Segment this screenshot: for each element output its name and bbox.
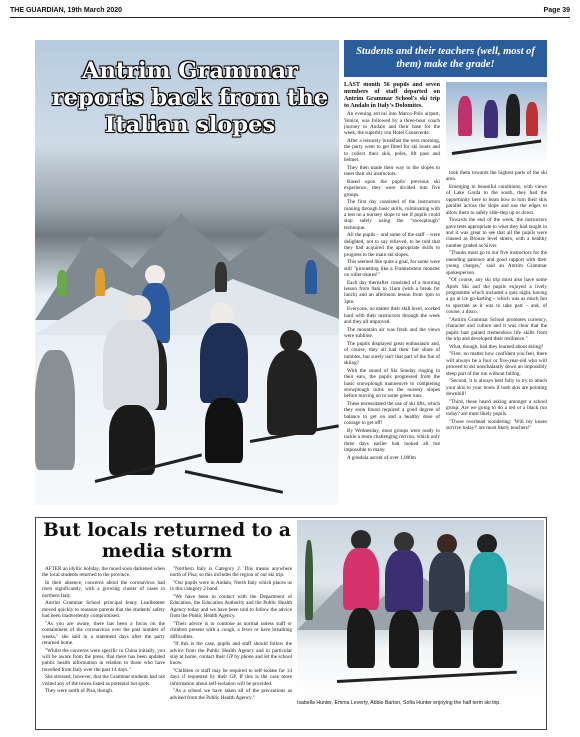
helmet xyxy=(394,532,414,552)
skier-figure xyxy=(458,96,472,136)
body-paragraph: "Children or staff may be required to self-isolate for 14 days if requested by their GP. If this is the case more information about self-isolation will be provided. xyxy=(170,668,292,687)
page-number: Page 39 xyxy=(543,7,570,14)
ski-trousers xyxy=(347,608,375,668)
body-paragraph: These necessitated the use of ski lifts, which they soon found required a good degree of balance to get on and a healthy dose of courage to get off! xyxy=(344,400,440,427)
body-paragraph: Based upon the pupils' previous ski experience, they were divided into five groups. xyxy=(344,178,440,198)
ski-trousers xyxy=(389,610,419,668)
bottom-story-column-2 xyxy=(170,566,292,726)
skier-trousers xyxy=(205,398,243,463)
ski xyxy=(337,671,517,683)
four-girls-ski-photo xyxy=(297,520,544,698)
column-4-body xyxy=(170,566,292,701)
ski-trousers xyxy=(433,610,461,668)
body-paragraph: "As you are aware, there has been a focus on the containment of the coronavirus over the past number of weeks," she said in a statement days after the party returned home. xyxy=(42,620,165,647)
skier-trousers xyxy=(109,405,155,475)
helmet xyxy=(125,295,151,321)
skier-white-jacket xyxy=(103,320,159,410)
body-paragraph: "Those overhead wondering: 'Will my knees survive today?' are most likely teachers!" xyxy=(446,418,547,432)
top-headline: Antrim Grammar reports back from the Italian slopes xyxy=(51,58,329,138)
body-paragraph: "Third, these heard asking amongst a school group: Are we going to do a red or a black run today? are most likely pupils. xyxy=(446,398,547,418)
skier-navy-jacket xyxy=(200,323,248,403)
girl-pink-jacket xyxy=(343,548,379,610)
top-story-column-2 xyxy=(446,170,547,500)
column-1-body xyxy=(344,111,440,461)
body-paragraph: The mountain air was fresh and the views were sublime. xyxy=(344,326,440,340)
body-paragraph: An evening arrival into Marco-Polo airport, Venice, was followed by a three-hour coach journey to Andalo and their base for the week, the superbly run Hotel Costaverde. xyxy=(344,111,440,137)
bottom-story-column-1 xyxy=(42,566,165,726)
body-paragraph: They then made their way to the slopes to meet their ski instructors. xyxy=(344,164,440,178)
top-story-column-1 xyxy=(344,82,440,497)
helmet xyxy=(145,265,165,285)
girl-teal-jacket xyxy=(469,552,507,612)
skier-grey-jacket xyxy=(35,350,75,470)
body-paragraph: "Northern Italy is Category 2. This means anywhere north of Pisa, so this includes the region of our ski trip. xyxy=(170,566,292,579)
skier-figure xyxy=(526,102,538,136)
mountain-range xyxy=(35,190,339,320)
paper-date: THE GUARDIAN, 19th March 2020 xyxy=(10,7,123,14)
body-paragraph: They were north of Pisa, though. xyxy=(45,688,114,695)
body-paragraph: In their absence, concerns about the coronavirus had risen significantly, with a growing cluster of cases in northern Italy. xyxy=(42,580,165,599)
inset-ski-photo xyxy=(446,82,547,166)
body-paragraph: Towards the end of the week, the instructors gave tests appropriate to what they had taught in and it was great to see that all the pupils were classed as Bronze level skiers, with a healthy number graded as Silver. xyxy=(446,217,547,249)
body-paragraph: "First, no matter how confident you feel, there will always be a four or five-year-old who will proceed to ski nonchalantly down an impossibly steep part of the run without falling. xyxy=(446,351,547,377)
story-banner: Students and their teachers (well, most of them) make the grade! xyxy=(344,40,547,77)
ski xyxy=(185,470,283,494)
ski-trousers xyxy=(473,610,503,668)
helmet xyxy=(351,530,371,550)
body-paragraph: Antrim Grammar School principal Jenny Leadbeatter moved quickly to reassure parents that the students' safety had been inadvertently compromised. xyxy=(42,600,165,620)
body-paragraph: took them towards the highest parts of the ski area. xyxy=(446,170,547,183)
body-paragraph: By Wednesday, most groups were ready to tackle a more challenging red run, which only three days earlier had looked all but impossible to many. xyxy=(344,427,440,453)
column-3-body xyxy=(42,566,165,695)
body-paragraph: What, though, had they learned about skiing? xyxy=(449,343,544,350)
tree xyxy=(305,540,313,620)
body-paragraph: Everyone, no matter their skill level, worked hard with their instructors through the week and they all improved. xyxy=(344,306,440,326)
masthead-rule xyxy=(10,17,570,18)
skier-black-jacket xyxy=(267,350,317,435)
skier-figure xyxy=(506,94,520,136)
skier-figure xyxy=(57,270,67,296)
body-paragraph: "If this is the case, pupils and staff should follow the advice from the Public Health Agency and in particular stay at home, contact their GP by phone and let the school know. xyxy=(170,641,292,667)
body-paragraph: This seemed like quite a goal, for some were still "pirouetting like a Frankenstein monster on roller-skates!" xyxy=(344,259,440,279)
lead-paragraph: LAST month 56 pupils and seven members of staff departed on Antrim Grammar School's ski trip to Andalo in Italy's Dolomites. xyxy=(344,82,440,109)
body-paragraph: With the sound of Ski Sunday ringing in their ears, the pupils progressed from the basic snowplough manoeuvre to completing snowplough turns on the nursery slopes before moving on to some green runs. xyxy=(344,367,440,400)
girl-purple-jacket xyxy=(385,550,423,612)
body-paragraph: The first day consisted of the instructors running through basic skills, culminating with a test on a nursery slope to see if pupils could stop safely using the "snowplough" technique. xyxy=(344,199,440,231)
body-paragraph: "Whilst the concerns were specific to China initially, you will be aware from the press, that there has been updated public health information in relation to those who have travelled from Italy over the past 14 days." xyxy=(42,647,165,673)
body-paragraph: "We have been in contact with the Department of Education, the Education Authority and the Public Health Agency today and we have been told to follow the advice from the Public Health Agency. xyxy=(170,594,292,620)
body-paragraph: A gondola ascent of over 1,000m xyxy=(347,454,416,461)
girl-dark-jacket xyxy=(429,552,465,612)
body-paragraph: "Our pupils were in Andalo, North Italy which places us in this category 2 band. xyxy=(170,580,292,593)
skier-figure xyxy=(95,268,105,296)
body-paragraph: She stressed, however, that the Grammar students had not visited any of the towns listed as potential hot spots. xyxy=(42,674,165,687)
body-paragraph: Emerging in beautiful conditions, with views of Lake Garda to the south, they had the opportunity here to learn how to turn their skis parallel across the slope and use the edges to allow them to safely side-step up or down. xyxy=(446,184,547,216)
body-paragraph: AFTER an idyllic holiday, the mood soon darkened when the local students returned to the province. xyxy=(42,566,165,579)
skier-figure xyxy=(305,260,317,294)
helmet xyxy=(437,534,457,554)
helmet xyxy=(280,330,302,352)
body-paragraph: "As a school we have taken all of the precautions as advised from the Public Health Agency." xyxy=(170,688,292,701)
body-paragraph: "Their advice is to continue as normal unless staff or children present with a cough, a fever or have breathing difficulties. xyxy=(170,620,292,640)
skier-figure xyxy=(215,262,227,292)
body-paragraph: "Thanks must go to our five instructors for the unending patience and good rapport with their young charges," said an Antrim Grammar spokesperson. xyxy=(446,250,547,276)
column-2-body xyxy=(446,170,547,432)
skier-figure xyxy=(484,100,498,138)
body-paragraph: "Second, it is always best fully to try to attach your skis to your boots if both skis are pointing downhill! xyxy=(446,378,547,397)
body-paragraph: After a leisurely breakfast the next morning, the party went to get fitted for ski boots and to collect their skis, poles, lift pass and helmet. xyxy=(344,138,440,164)
bottom-headline: But locals returned to a media storm xyxy=(43,520,291,562)
helmet xyxy=(477,534,497,554)
ski xyxy=(452,139,542,154)
body-paragraph: "Of course, any ski trip must also have some Après Ski and the pupils enjoyed a lively programme which included a quiz night, having a go at ice go-karting – which was as much fun to spectate as it was to take part – and, of course, a disco. xyxy=(446,277,547,316)
body-paragraph: The pupils displayed great enthusiasm and, of course, they all had their fair share of tumbles, but surely isn't that part of the fun of skiing? xyxy=(344,340,440,367)
body-paragraph: All the pupils – and some of the staff – were delighted, not to say relieved, to be told that they had acquired the appropriate skills to progress to the main ski slopes. xyxy=(344,232,440,258)
photo-caption: Isabella Hunter, Emma Leverty, Abbie Barton, Sofia Hunter enjoying the half term ski trip. xyxy=(297,700,501,706)
body-paragraph: "Antrim Grammar School promotes currency, character and culture and it was clear that the pupils had gained tremendous life skills from the trip and developed their resilience." xyxy=(446,316,547,343)
body-paragraph: Each day thereafter consisted of a morning lesson from 9am to 11am (with a break for lunch) and an afternoon lesson from 1pm to 3pm. xyxy=(344,279,440,305)
